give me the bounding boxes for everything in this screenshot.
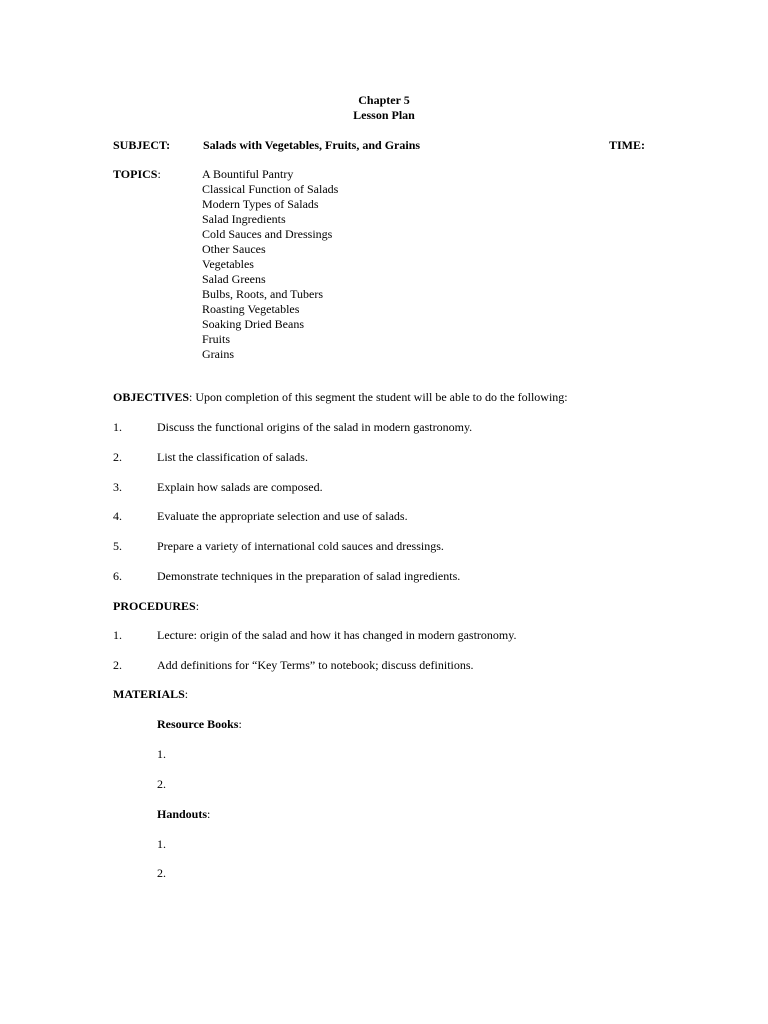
procedure-text: Lecture: origin of the salad and how it has changed in modern gastronomy. xyxy=(157,628,517,642)
time-label: TIME: xyxy=(609,138,645,152)
procedures-label: PROCEDURES xyxy=(113,599,196,613)
objective-number: 3. xyxy=(113,480,122,494)
procedure-number: 2. xyxy=(113,658,122,672)
objective-item xyxy=(113,509,713,524)
handouts-heading xyxy=(157,807,210,822)
topic-item: Classical Function of Salads xyxy=(202,182,339,196)
subject-value: Salads with Vegetables, Fruits, and Grains xyxy=(203,138,421,152)
procedure-text: Add definitions for “Key Terms” to notebook; discuss definitions. xyxy=(157,658,474,672)
objective-text: Evaluate the appropriate selection and use of salads. xyxy=(157,509,408,523)
materials-label: MATERIALS xyxy=(113,687,185,701)
objectives-label: OBJECTIVES xyxy=(113,390,190,404)
topics-colon: : xyxy=(157,167,161,181)
topic-item: Other Sauces xyxy=(202,242,266,256)
topic-item: Roasting Vegetables xyxy=(202,302,300,316)
objective-item xyxy=(113,420,713,435)
objective-text: Demonstrate techniques in the preparation of salad ingredients. xyxy=(157,569,461,583)
handouts-label: Handouts xyxy=(157,807,208,821)
topic-item: Salad Ingredients xyxy=(202,212,286,226)
subject-label: SUBJECT: xyxy=(113,138,171,152)
resource-book-item: 2. xyxy=(157,777,166,791)
objectives-intro: : Upon completion of this segment the student will be able to do the following: xyxy=(189,390,568,404)
handout-item: 1. xyxy=(157,837,166,851)
objective-text: Discuss the functional origins of the salad in modern gastronomy. xyxy=(157,420,473,434)
objectives-heading xyxy=(113,390,568,405)
topic-item: A Bountiful Pantry xyxy=(202,167,294,181)
objective-number: 4. xyxy=(113,509,122,523)
handout-item: 2. xyxy=(157,866,166,880)
topic-item: Bulbs, Roots, and Tubers xyxy=(202,287,324,301)
objective-number: 6. xyxy=(113,569,122,583)
topics-list xyxy=(202,167,338,362)
objective-text: List the classification of salads. xyxy=(157,450,308,464)
topic-item: Vegetables xyxy=(202,257,254,271)
handouts-colon: : xyxy=(207,807,211,821)
objective-text: Explain how salads are composed. xyxy=(157,480,323,494)
chapter-title: Chapter 5 xyxy=(358,93,410,107)
topic-item: Modern Types of Salads xyxy=(202,197,319,211)
objective-item xyxy=(113,539,713,554)
objective-text: Prepare a variety of international cold sauces and dressings. xyxy=(157,539,444,553)
objective-item xyxy=(113,450,713,465)
topic-item: Grains xyxy=(202,347,234,361)
materials-colon: : xyxy=(184,687,189,701)
procedures-heading xyxy=(113,599,199,614)
objective-item xyxy=(113,569,713,584)
resource-books-heading xyxy=(157,717,242,732)
topic-item: Salad Greens xyxy=(202,272,266,286)
lesson-plan-title: Lesson Plan xyxy=(353,108,415,122)
resource-book-item: 1. xyxy=(157,747,166,761)
topics-heading xyxy=(113,167,161,182)
topic-item: Cold Sauces and Dressings xyxy=(202,227,333,241)
objective-number: 1. xyxy=(113,420,122,434)
procedure-item xyxy=(113,658,713,673)
objective-item xyxy=(113,480,713,495)
procedure-number: 1. xyxy=(113,628,122,642)
objective-number: 2. xyxy=(113,450,122,464)
title-block xyxy=(284,93,484,123)
procedure-item xyxy=(113,628,713,643)
resource-books-colon: : xyxy=(238,717,242,731)
topic-item: Soaking Dried Beans xyxy=(202,317,304,331)
materials-heading xyxy=(113,687,188,702)
topic-item: Fruits xyxy=(202,332,231,346)
procedures-colon: : xyxy=(195,599,200,613)
objective-number: 5. xyxy=(113,539,122,553)
resource-books-label: Resource Books xyxy=(157,717,239,731)
topics-label: TOPICS xyxy=(113,167,158,181)
